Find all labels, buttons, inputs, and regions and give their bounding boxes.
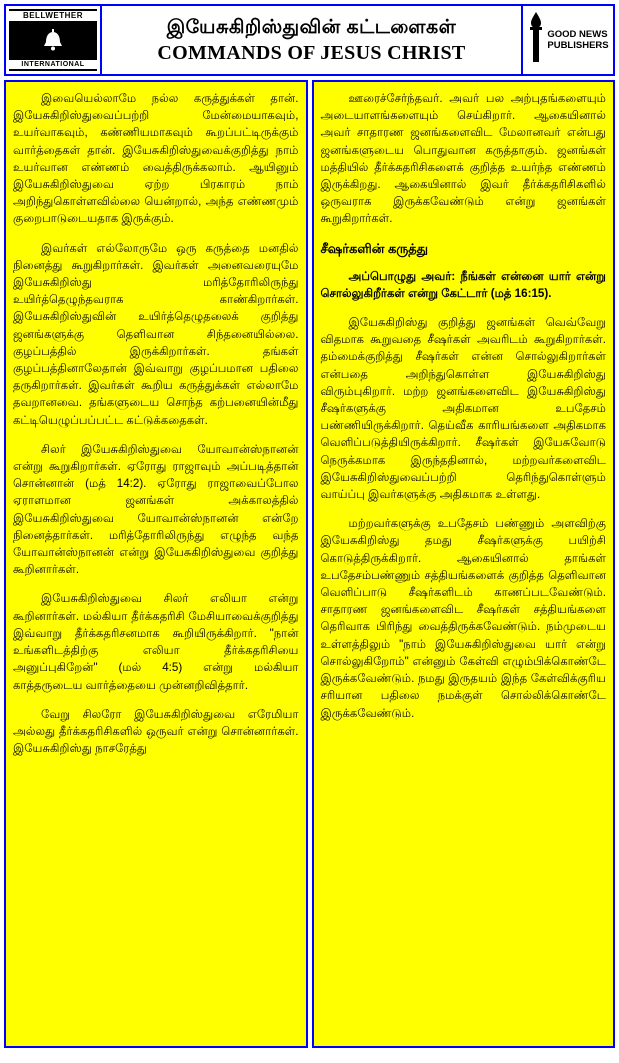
gnp-logo-line1: GOOD NEWS [547, 29, 608, 40]
bellwether-logo-bottom-text: INTERNATIONAL [9, 60, 97, 69]
paragraph: வேறு சிலரோ இயேசுகிறிஸ்துவை எரேமியா அல்லது தீர்க்கதரிசிகளில் ஒருவர் என்று சொன்னார்கள். இயேசுகிறிஸ்து நாசரேத்து [13, 707, 299, 756]
left-column [4, 80, 308, 1048]
good-news-publishers-logo [521, 6, 613, 74]
paragraph: இவர்கள் எல்லோருமே ஒரு கருத்தை மனதில் நினைத்து கூறுகிறார்கள். இவர்கள் அனைவரையுமே இயேசுகிறிஸ்து மரித்தோரிலிருந்து உயிர்த்தெழுந்தவராக காண்கிறார்கள். இயேசுகிறிஸ்துவின் உயிர்த்தெழுதலைக் குறித்து ஜனங்களுக்கு தெளிவான சிந்தனையில்லை. குழப்பத்தில் இருக்கிறார்கள். தங்கள் குழப்பத்தினாலேதான் இவ்வாறு குழப்பமான பதிலை தருகிறார்கள். இவர்கள் கூறிய கருத்துக்கள் எல்லாமே தவறானவை. தங்களுடைய சொந்த கற்பனையின்மீது கட்டியெழுப்பப்பட்ட கட்டுக்கதைகள். [13, 241, 299, 427]
paragraph: மற்றவர்களுக்கு உபதேசம் பண்ணும் அளவிற்கு இயேசுகிறிஸ்து தமது சீஷர்களுக்கு பயிற்சி கொடுத்திருக்கிறார். ஆகையினால் தாங்கள் உபதேசம்பண்ணும் சத்தியங்களைக் குறித்த தெளிவான வெளிப்பாடு சீஷர்களிடம் காணப்படவேண்டும். சாதாரண ஜனங்களைவிட சீஷர்கள் சத்தியங்களை தெரிவாக பிரிந்து வைத்திருக்கவேண்டும். நம்முடைய உள்ளத்திலும் "நாம் இயேசுகிறிஸ்துவை யார் என்று சொல்லுகிறோம்" என்னும் கேள்வி எழும்பிக்கொண்டே இருக்கவேண்டும். நமது இருதயம் இந்த கேள்விக்குரிய சரியான பதிலை நமக்குள் சொல்லிக்கொண்டே இருக்கவேண்டும். [320, 517, 606, 720]
document-page [0, 4, 619, 1063]
torch-icon [527, 12, 545, 69]
bellwether-logo-top-text: BELLWETHER [9, 11, 97, 21]
bellwether-international-logo [6, 6, 102, 74]
title-english: COMMANDS OF JESUS CHRIST [157, 42, 466, 64]
page-title [102, 6, 521, 74]
paragraph: சிலர் இயேசுகிறிஸ்துவை யோவான்ஸ்நானன் என்று கூறுகிறார்கள். ஏரோது ராஜாவும் அப்படித்தான் சொன்னான் (மத் 14:2). ஏரோது ராஜாவைப்போல ஏராளமான ஜனங்கள் அக்காலத்தில் இயேசுகிறிஸ்துவை யோவான்ஸ்நானன் என்றே நினைத்தார்கள். மரித்தோரிலிருந்து எழுந்த வந்த யோவான்ஸ்நானன் என்று இயேசுகிறிஸ்துவை குறித்து கூறினார்கள். [13, 442, 299, 577]
bellwether-logo-inner [9, 9, 97, 71]
paragraph: ஊரைச்சேர்ந்தவர். அவர் பல அற்புதங்களையும் அடையாளங்களையும் செய்கிறார். ஆகையினால் அவர் சாதாரண ஜனங்களைவிட மேலானவர் என்பது ஜனங்களுடைய பொதுவான கருத்தாகும். ஜனங்கள் மத்தியில் தீர்க்கதரிசிகளைக் குறித்த உயர்ந்த எண்ணம் இருக்கிறது. ஆகையினால் இவர் தீர்க்கதரிசிகளில் ஒருவராக இருக்கவேண்டும் என்று ஜனங்கள் கூறுகிறார்கள். [320, 92, 606, 226]
section-subheading: சீஷர்களின் கருத்து [320, 240, 429, 256]
right-column [312, 80, 616, 1048]
title-tamil: இயேசுகிறிஸ்துவின் கட்டளைகள் [166, 17, 457, 38]
document-header [4, 4, 615, 76]
paragraph: இயேசுகிறிஸ்துவை சிலர் எலியா என்று கூறினார்கள். மல்கியா தீர்க்கதரிசி மேசியாவைக்குறித்து இவ்வாறு தீர்க்கதரிசனமாக கூறியிருக்கிறார். "நான் உங்களிடத்திற்கு எலியா தீர்க்கதரிசியை அனுப்புகிறேன்" (மல் 4:5) என்று மல்கியா காத்தருடைய வார்த்தையை முன்னறிவித்தார். [13, 592, 299, 692]
document-body [4, 80, 615, 1048]
gnp-logo-line2: PUBLISHERS [547, 40, 609, 51]
scripture-quote: அப்பொழுது அவர்: நீங்கள் என்னை யார் என்று சொல்லுகிறீர்கள் என்று கேட்டார் (மத் 16:15). [320, 269, 606, 300]
bell-emblem-icon [33, 21, 73, 60]
paragraph: இவையெல்லாமே நல்ல கருத்துக்கள் தான். இயேசுகிறிஸ்துவைப்பற்றி மேன்மையாகவும், உயர்வாகவும், கண்ணியமாகவும் கூறப்பட்டிருக்கும் வார்த்தைகள் தான். இயேசுகிறிஸ்துவைக்குறித்து நாம் உயர்வான எண்ணம் வைத்திருக்கலாம். ஆயினும் இயேசுகிறிஸ்துவை ஏற்ற பிரகாரம் நாம் அறிந்துகொள்ளவில்லை யென்றால், அந்த எண்ணமும் குறைபாடுடையதாக இருக்கும். [13, 92, 299, 226]
gnp-logo-text [547, 29, 608, 51]
paragraph: இயேசுகிறிஸ்து குறித்து ஜனங்கள் வெவ்வேறு விதமாக கூறுவதை சீஷர்கள் அவரிடம் கூறுகிறார்கள். தம்மைக்குறித்து சீஷர்கள் என்ன சொல்லுகிறார்கள் என்பதை அறிந்துகொள்ள இயேசுகிறிஸ்து விரும்புகிறார். மற்ற ஜனங்களைவிட இயேசுகிறிஸ்து சீஷர்களுக்கு அதிகமான உபதேசம் பண்ணியிருக்கிறார். தெய்வீக காரியங்களை அதிகமாக வெளிப்படுத்தியிருக்கிறார். சீஷர்கள் இயேசுவோடு நெருக்கமாக இருந்ததினால், மற்றவர்களைவிட இயேசுகிறிஸ்துவைப்பற்றி தெரிந்துகொள்ளும் வாய்ப்பு இவர்களுக்கு அதிகமாக உள்ளது. [320, 316, 606, 502]
gnp-logo-inner [527, 12, 608, 69]
